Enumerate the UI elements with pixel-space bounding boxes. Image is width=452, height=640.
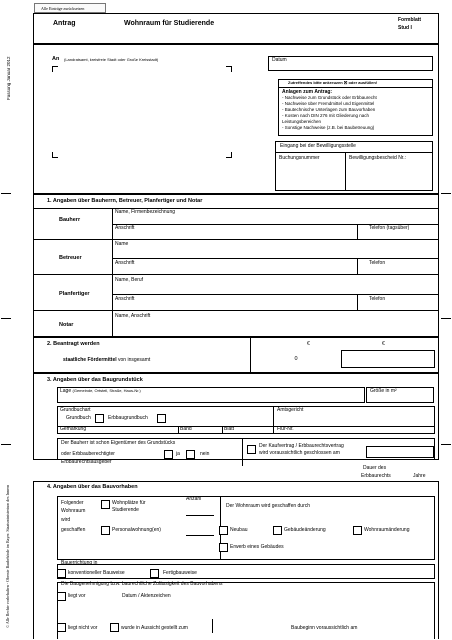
corner-mark bbox=[226, 152, 232, 158]
foerdermittel-label: staatliche Fördermittel von insgesamt bbox=[63, 357, 151, 363]
wohnplaetze-anzahl-field[interactable] bbox=[186, 505, 214, 516]
grundbuch-label: Grundbuch bbox=[66, 415, 91, 421]
liegt-nicht-vor-label: liegt nicht vor bbox=[68, 625, 98, 631]
an-label: An bbox=[52, 56, 60, 62]
eingang-title: Eingang bei der Bewilligungsstelle bbox=[280, 143, 356, 149]
nein-label: nein bbox=[200, 451, 210, 457]
amtsgericht-label: Amtsgericht bbox=[277, 407, 304, 413]
anlagen-item: Leistungsbereichen bbox=[282, 119, 322, 124]
corner-mark bbox=[226, 66, 232, 72]
ja-label: ja bbox=[176, 451, 180, 457]
band-label: Band bbox=[180, 426, 192, 432]
lage-label: Lage (Gemeinde, Ortsteil, Straße, Haus-Nr.) bbox=[60, 388, 141, 394]
flur-nr-label: Flur-Nr. bbox=[277, 426, 294, 432]
bauherr-anschrift-label: Anschrift bbox=[115, 225, 135, 231]
fertigbau-checkbox[interactable] bbox=[150, 569, 159, 578]
wohnplaetze-label-2: Studierende bbox=[112, 507, 139, 513]
euro-symbol: € bbox=[382, 341, 385, 347]
form-id-line1: Formblatt bbox=[398, 17, 422, 23]
an-hint: (Landratsamt, kreisfreie Stadt oder Große Kreisstadt) bbox=[64, 57, 159, 62]
anlagen-hint: Zutreffendes bitte ankreuzen ☒ oder ausfüllen! bbox=[288, 80, 378, 85]
buchungsnummer-label: Buchungsnummer bbox=[279, 155, 320, 161]
betreuer-anschrift-label: Anschrift bbox=[115, 260, 135, 266]
section-4-title: 4. Angaben über das Bauvorhaben bbox=[47, 484, 138, 490]
notar-field[interactable] bbox=[113, 320, 438, 336]
antrag-label: Antrag bbox=[53, 20, 76, 27]
form-title: Wohnraum für Studierende bbox=[124, 20, 215, 27]
betreuer-telefon-label: Telefon bbox=[369, 260, 386, 266]
aussicht-date-field[interactable] bbox=[212, 619, 279, 633]
anlagen-item: - Bautechnische Unterlagen zum Bauvorhaben bbox=[282, 107, 376, 112]
datum-field[interactable] bbox=[268, 56, 433, 71]
wird-label: wird bbox=[61, 517, 71, 523]
folgender-label: Folgender bbox=[61, 500, 84, 506]
kaufvertrag-date-field[interactable] bbox=[366, 446, 434, 458]
betreuer-name-label: Name bbox=[115, 241, 129, 247]
planfertiger-anschrift-label: Anschrift bbox=[115, 296, 135, 302]
buchungsnummer-field[interactable] bbox=[276, 164, 344, 190]
corner-mark bbox=[52, 66, 58, 72]
erbbaugrundbuch-checkbox[interactable] bbox=[157, 414, 166, 423]
planfertiger-label: Planfertiger bbox=[59, 291, 90, 297]
erbbaurechtsausgeber-label: Erbbaurechtsausgeber bbox=[61, 459, 112, 465]
dauer-label-2: Erbbaurechts bbox=[361, 473, 391, 479]
erbbaugrundbuch-label: Erbbaugrundbuch bbox=[108, 415, 148, 421]
form-date-side: Fassung Januar 2012 bbox=[6, 56, 11, 100]
fold-mark bbox=[441, 318, 451, 319]
bauherr-name-label: Name, Firmenbezeichnung bbox=[115, 209, 176, 215]
betreuer-name-field[interactable] bbox=[113, 247, 438, 256]
groesse-label: Größe in m² bbox=[370, 388, 397, 394]
reset-all-button[interactable] bbox=[34, 3, 106, 13]
eigentuemer-text-2: oder Erbbauberechtigter bbox=[61, 451, 115, 457]
datum-aktenzeichen-label: Datum / Aktenzeichen bbox=[122, 593, 171, 599]
anzahl-label: Anzahl bbox=[186, 496, 202, 502]
section-1-title: 1. Angaben über Bauherrn, Betreuer, Planfertiger und Notar bbox=[47, 198, 203, 204]
fold-mark bbox=[1, 193, 11, 194]
reset-all-label: Alle Einträge zurücksetzen bbox=[41, 6, 85, 11]
gemarkung-label: Gemarkung bbox=[60, 426, 87, 432]
wohnplaetze-label-1: Wohnplätze für bbox=[112, 500, 146, 506]
erwerb-checkbox[interactable] bbox=[219, 543, 228, 552]
gebaeudeaenderung-label: Gebäudeänderung bbox=[284, 527, 326, 533]
konventionell-checkbox[interactable] bbox=[57, 569, 66, 578]
fold-mark bbox=[441, 444, 451, 445]
genehmigung-label: Die Baugenehmigung bzw. baurechtliche Zulässigkeit des Bauvorhabens bbox=[61, 581, 223, 587]
datum-label: Datum bbox=[272, 57, 287, 63]
kaufvertrag-text-1: Der Kaufvertrag / Erbbaurechtsvertrag bbox=[259, 443, 344, 449]
jahre-label: Jahre bbox=[413, 473, 426, 479]
liegt-vor-label: liegt vor bbox=[68, 593, 86, 599]
foerdermittel-value[interactable]: 0 bbox=[294, 356, 298, 362]
personalwohnung-anzahl-field[interactable] bbox=[186, 525, 214, 536]
personalwohnung-label: Personalwohnung(en) bbox=[112, 527, 161, 533]
wohnraumaenderung-label: Wohnraumänderung bbox=[364, 527, 410, 533]
address-field[interactable] bbox=[52, 64, 230, 158]
form-header bbox=[33, 13, 439, 44]
grundbuchart-label: Grundbuchart bbox=[60, 407, 91, 413]
anlagen-title: Anlagen zum Antrag: bbox=[282, 89, 333, 95]
personalwohnung-checkbox[interactable] bbox=[101, 526, 110, 535]
anlagen-item: - Kosten nach DIN 276 mit Gliederung nach bbox=[282, 113, 370, 118]
copyright-side: © Alle Rechte vorbehalten - Oberste Baubehörde im Bayer. Staatsministerium des Innern bbox=[5, 485, 10, 628]
anlagen-item: - Sonstige Nachweise (z.B. bei Baubetreuung) bbox=[282, 125, 375, 130]
grundbuch-checkbox[interactable] bbox=[95, 414, 104, 423]
erbbaurechtsausgeber-field[interactable] bbox=[58, 466, 241, 476]
foerdermittel-second-field[interactable] bbox=[341, 350, 435, 368]
fertigbau-label: Fertigbauweise bbox=[163, 570, 197, 576]
dauer-label-1: Dauer des bbox=[363, 465, 387, 471]
bauherr-label: Bauherr bbox=[59, 217, 81, 223]
section-2-title: 2. Beantragt werden bbox=[47, 341, 100, 347]
gebaeudeaenderung-checkbox[interactable] bbox=[273, 526, 282, 535]
anlagen-item: - Nachweise über Fremdmittel und Eigenmittel bbox=[282, 101, 375, 106]
liegt-vor-checkbox[interactable] bbox=[57, 592, 66, 601]
bescheid-label: Bewilligungsbescheid Nr.: bbox=[349, 155, 406, 161]
kaufvertrag-checkbox[interactable] bbox=[247, 445, 256, 454]
fold-mark bbox=[441, 193, 451, 194]
erwerb-label: Erwerb eines Gebäudes bbox=[230, 544, 284, 550]
euro-symbol: € bbox=[307, 341, 310, 347]
fold-mark bbox=[1, 444, 11, 445]
corner-mark bbox=[52, 152, 58, 158]
wohnraum-label: Wohnraum bbox=[61, 508, 86, 514]
notar-name-label: Name, Anschrift bbox=[115, 313, 151, 319]
bauerrichtung-label: Bauerrichtung in bbox=[61, 560, 98, 566]
datum-aktenzeichen-field[interactable] bbox=[120, 600, 434, 620]
bauherr-telefon-label: Telefon (tagsüber) bbox=[369, 225, 410, 231]
bauherr-name-field[interactable] bbox=[113, 215, 438, 223]
neubau-label: Neubau bbox=[230, 527, 248, 533]
wohnraum-durch-label: Der Wohnraum wird geschaffen durch bbox=[226, 503, 311, 509]
baubeginn-label: Baubeginn voraussichtlich am bbox=[291, 625, 358, 631]
aussicht-checkbox[interactable] bbox=[110, 623, 119, 632]
planfertiger-telefon-label: Telefon bbox=[369, 296, 386, 302]
planfertiger-name-field[interactable] bbox=[113, 283, 438, 293]
blatt-label: Blatt bbox=[224, 426, 235, 432]
wohnraumaenderung-checkbox[interactable] bbox=[353, 526, 362, 535]
section-3-title: 3. Angaben über das Baugrundstück bbox=[47, 377, 143, 383]
form-id-line2: Stud I bbox=[398, 25, 412, 31]
wohnplaetze-checkbox[interactable] bbox=[101, 500, 110, 509]
bescheid-field[interactable] bbox=[346, 164, 432, 190]
planfertiger-name-label: Name, Beruf bbox=[115, 277, 144, 283]
eigentuemer-ja-checkbox[interactable] bbox=[164, 450, 173, 459]
anlagen-item: - Nachweise zum Grundstück oder Erbbaurecht bbox=[282, 95, 377, 100]
fold-mark bbox=[1, 318, 11, 319]
neubau-checkbox[interactable] bbox=[219, 526, 228, 535]
betreuer-label: Betreuer bbox=[59, 255, 82, 261]
eigentuemer-nein-checkbox[interactable] bbox=[186, 450, 195, 459]
liegt-nicht-vor-checkbox[interactable] bbox=[57, 623, 66, 632]
notar-label: Notar bbox=[59, 322, 74, 328]
kaufvertrag-text-2: wird voraussichtlich geschlossen am bbox=[259, 450, 340, 456]
eigentuemer-text-1: Der Bauherr ist schon Eigentümer des Grundstücks bbox=[61, 440, 176, 446]
aussicht-label: wurde in Aussicht gestellt zum bbox=[121, 625, 188, 631]
konventionell-label: konventioneller Bauweise bbox=[68, 570, 125, 576]
geschaffen-label: geschaffen bbox=[61, 527, 86, 533]
